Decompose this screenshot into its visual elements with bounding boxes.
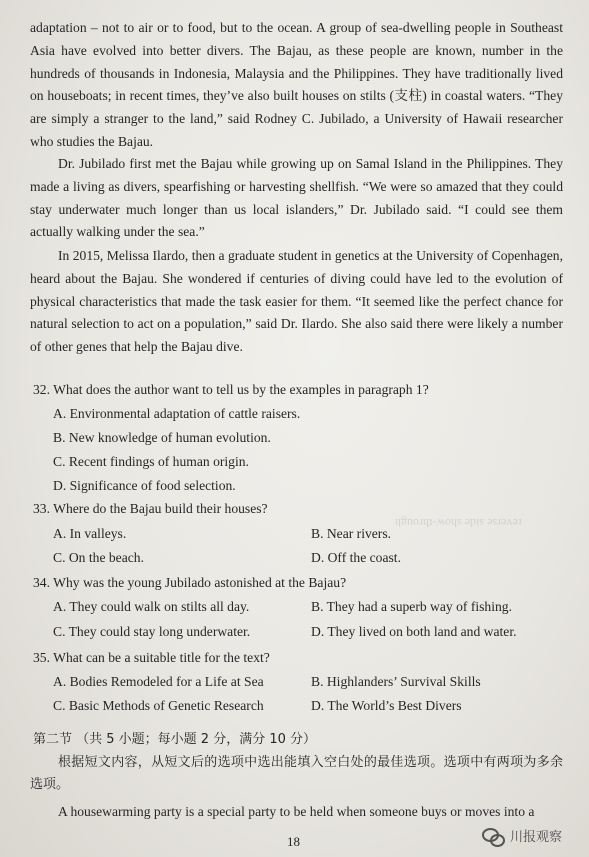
wechat-icon — [482, 827, 504, 845]
page-number: 18 — [287, 834, 300, 849]
question-34-option-b: B. They had a superb way of fishing. — [311, 599, 512, 614]
passage-paragraph-2: Dr. Jubilado first met the Bajau while growing up on Samal Island in the Philippines. They made a living as divers, spearfishing or harvesting shellfish. “We were so amazed that they could stay underwater much longer than us local islanders,” Dr. Jubilado said. “I could see them actually walking under the sea.” — [30, 156, 563, 240]
question-35-option-b: B. Highlanders’ Survival Skills — [311, 674, 481, 689]
section-two-first-line: A housewarming party is a special party to be held when someone buys or moves into a — [58, 804, 535, 819]
question-33-option-c: C. On the beach. — [53, 550, 144, 565]
question-32-option-b: B. New knowledge of human evolution. — [53, 430, 271, 445]
question-35-option-a: A. Bodies Remodeled for a Life at Sea — [53, 674, 264, 689]
question-35-stem: 35. What can be a suitable title for the text? — [33, 650, 270, 665]
question-34-stem: 34. Why was the young Jubilado astonished at the Bajau? — [33, 575, 347, 590]
question-32-option-c: C. Recent findings of human origin. — [53, 454, 249, 469]
question-35-option-d: D. The World’s Best Divers — [311, 698, 462, 713]
bleed-through-text: reverse side show-through — [395, 516, 522, 530]
passage-paragraph-1: adaptation – not to air or to food, but to the ocean. A group of sea-dwelling people in Southeast Asia have evolved into better divers. The Bajau, as these people are known, number in the hundreds of thousands in Indonesia, Malaysia and the Philippines. They have traditionally lived on houseboats; in recent times, they’ve also built houses on stilts (支柱) in coastal waters. “They are simply a stranger to the land,” said Rodney C. Jubilado, a University of Hawaii researcher who studies the Bajau. — [30, 20, 563, 149]
question-34-option-d: D. They lived on both land and water. — [311, 624, 517, 639]
section-two-heading: 第二节 （共 5 小题；每小题 2 分，满分 10 分） — [33, 732, 317, 747]
question-33-option-d: D. Off the coast. — [311, 550, 401, 565]
watermark-text: 川报观察 — [510, 830, 563, 845]
question-32-stem: 32. What does the author want to tell us by the examples in paragraph 1? — [33, 382, 429, 397]
section-two-instructions: 根据短文内容，从短文后的选项中选出能填入空白处的最佳选项。选项中有两项为多余选项。 — [30, 755, 563, 792]
question-33-stem: 33. Where do the Bajau build their houses? — [33, 501, 268, 516]
question-34-option-c: C. They could stay long underwater. — [53, 624, 251, 639]
question-33-option-b: B. Near rivers. — [311, 526, 392, 541]
source-watermark — [482, 826, 562, 845]
question-32-option-a: A. Environmental adaptation of cattle raisers. — [53, 406, 301, 421]
question-32-option-d: D. Significance of food selection. — [53, 478, 236, 493]
question-35-option-c: C. Basic Methods of Genetic Research — [53, 698, 264, 713]
question-34-option-a: A. They could walk on stilts all day. — [53, 599, 250, 614]
question-33-option-a: A. In valleys. — [53, 526, 127, 541]
passage-paragraph-3: In 2015, Melissa Ilardo, then a graduate student in genetics at the University of Copenhagen, heard about the Bajau. She wondered if centuries of diving could have led to the evolution of physical characteristics that made the task easier for them. “It seemed like the perfect chance for natural selection to act on a population,” said Dr. Ilardo. She also said there were likely a number of other genes that help the Bajau dive. — [30, 248, 563, 355]
